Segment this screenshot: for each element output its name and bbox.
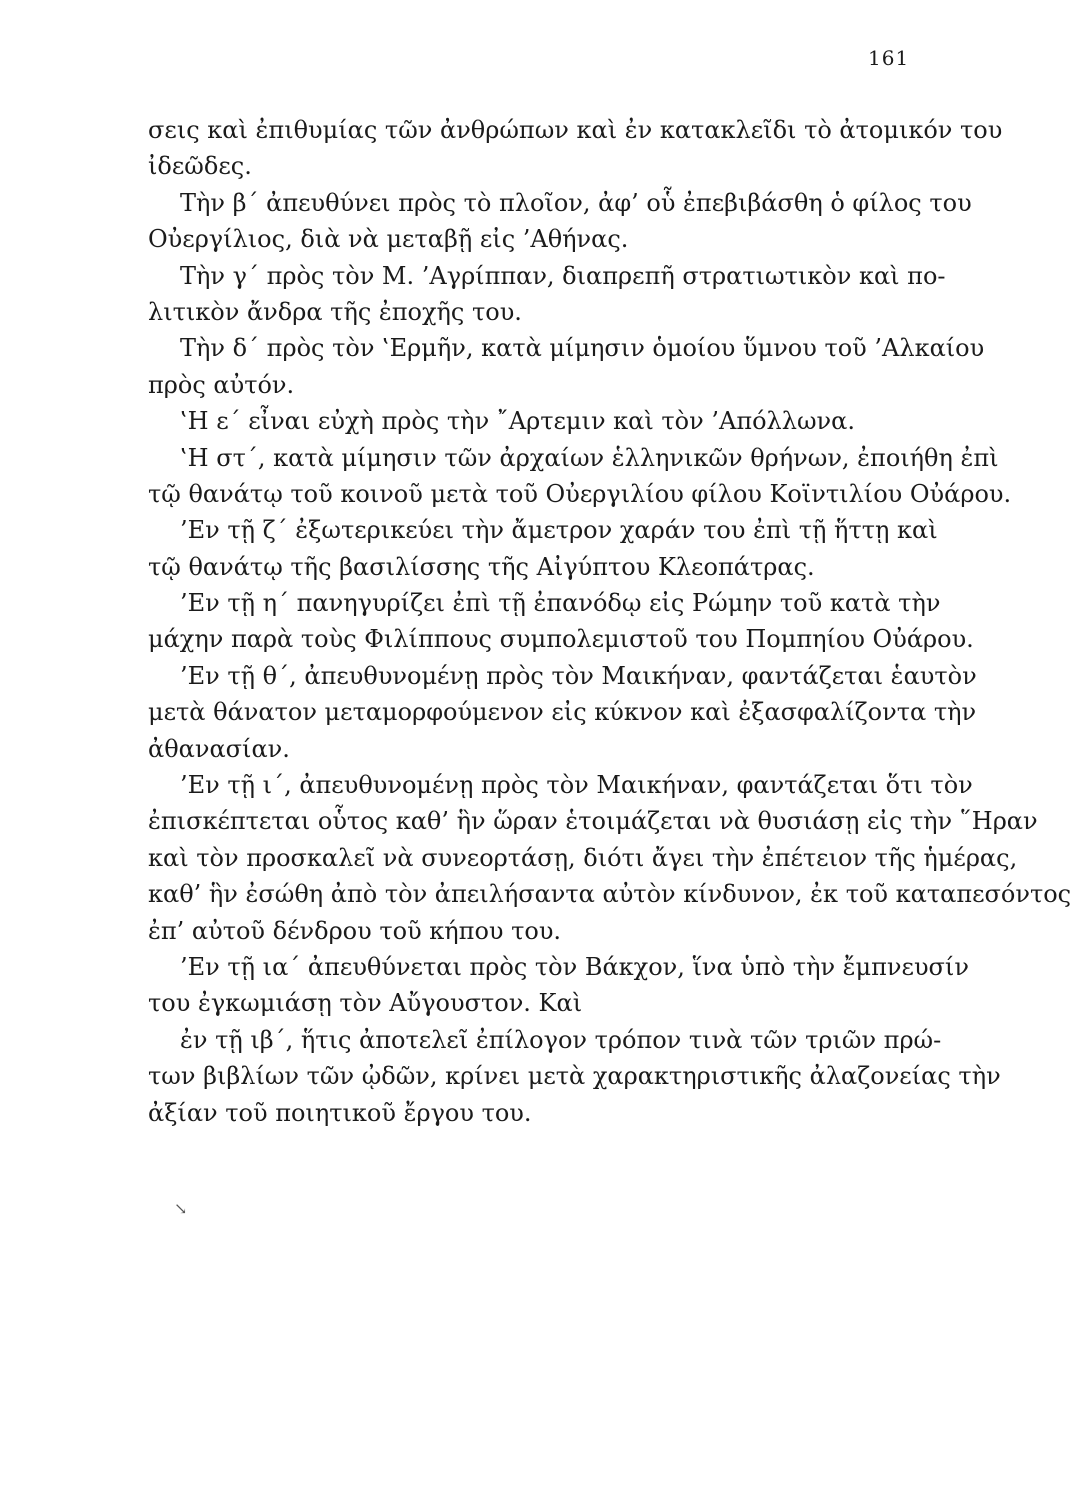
text-line-20: ἐπισκέπτεται οὗτος καθ’ ἣν ὥραν ἑτοιμάζεται νὰ θυσιάσῃ εἰς τὴν ῞Ηραν: [148, 807, 1038, 836]
text-line-25: του ἐγκωμιάσῃ τὸν Αὔγουστον. Καὶ: [148, 989, 583, 1018]
text-line-8: πρὸς αὐτόν.: [148, 370, 295, 399]
text-line-21: καὶ τὸν προσκαλεῖ νὰ συνεορτάσῃ, διότι ἄγει τὴν ἐπέτειον τῆς ἡμέρας,: [148, 843, 1018, 872]
text-line-23: ἐπ’ αὐτοῦ δένδρου τοῦ κήπου του.: [148, 916, 562, 945]
text-line-27: των βιβλίων τῶν ᾠδῶν, κρίνει μετὰ χαρακτηριστικῆς ἀλαζονείας τὴν: [148, 1062, 1001, 1091]
text-line-15: μάχην παρὰ τοὺς Φιλίππους συμπολεμιστοῦ του Πομπηίου Οὐάρου.: [148, 625, 974, 654]
text-line-1: σεις καὶ ἐπιθυμίας τῶν ἀνθρώπων καὶ ἐν κατακλεῖδι τὸ ἀτομικόν του: [148, 116, 1003, 144]
text-line-7: Τὴν δ΄ πρὸς τὸν ‛Ερμῆν, κατὰ μίμησιν ὁμοίου ὕμνου τοῦ ’Αλκαίου: [180, 334, 985, 363]
text-line-16: ’Εν τῇ θ΄, ἀπευθυνομένῃ πρὸς τὸν Μαικήναν, φαντάζεται ἑαυτὸν: [180, 661, 977, 690]
text-line-11: τῷ θανάτῳ τοῦ κοινοῦ μετὰ τοῦ Οὐεργιλίου φίλου Κοϊντιλίου Οὐάρου.: [148, 479, 1012, 508]
text-line-24: ’Εν τῇ ια΄ ἀπευθύνεται πρὸς τὸν Βάκχον, ἵνα ὑπὸ τὴν ἔμπνευσίν: [180, 952, 969, 981]
text-line-28: ἀξίαν τοῦ ποιητικοῦ ἔργου του.: [148, 1098, 532, 1127]
text-line-26: ἐν τῇ ιβ΄, ἥτις ἀποτελεῖ ἐπίλογον τρόπον τινὰ τῶν τριῶν πρώ-: [180, 1025, 942, 1054]
text-line-9: ‛Η ε΄ εἶναι εὐχὴ πρὸς τὴν ῎Αρτεμιν καὶ τὸν ’Απόλλωνα.: [180, 407, 855, 436]
text-line-6: λιτικὸν ἄνδρα τῆς ἐποχῆς του.: [148, 297, 522, 326]
text-line-12: ’Εν τῇ ζ΄ ἐξωτερικεύει τὴν ἄμετρον χαράν του ἐπὶ τῇ ἥττῃ καὶ: [180, 516, 938, 545]
stray-mark-icon: ↘: [174, 1199, 188, 1218]
page-number: 161: [868, 46, 910, 70]
body-text: [148, 112, 1071, 1131]
text-line-13: τῷ θανάτῳ τῆς βασιλίσσης τῆς Αἰγύπτου Κλεοπάτρας.: [148, 552, 815, 581]
text-line-14: ’Εν τῇ η΄ πανηγυρίζει ἐπὶ τῇ ἐπανόδῳ εἰς Ρώμην τοῦ κατὰ τὴν: [180, 589, 941, 618]
text-line-3: Τὴν β΄ ἀπευθύνει πρὸς τὸ πλοῖον, ἀφ’ οὗ ἐπεβιβάσθη ὁ φίλος του: [180, 188, 972, 217]
text-line-18: ἀθανασίαν.: [148, 734, 290, 763]
text-line-4: Οὐεργίλιος, διὰ νὰ μεταβῇ εἰς ’Αθήνας.: [148, 225, 629, 254]
text-line-10: ‛Η στ΄, κατὰ μίμησιν τῶν ἀρχαίων ἑλληνικῶν θρήνων, ἐποιήθη ἐπὶ: [180, 443, 999, 472]
text-line-5: Τὴν γ΄ πρὸς τὸν Μ. ’Αγρίππαν, διαπρεπῆ στρατιωτικὸν καὶ πο-: [180, 261, 946, 290]
text-line-17: μετὰ θάνατον μεταμορφούμενον εἰς κύκνον καὶ ἐξασφαλίζοντα τὴν: [148, 698, 977, 727]
text-line-19: ’Εν τῇ ι΄, ἀπευθυνομένῃ πρὸς τὸν Μαικήναν, φαντάζεται ὅτι τὸν: [180, 771, 973, 800]
text-line-22: καθ’ ἣν ἐσώθη ἀπὸ τὸν ἀπειλήσαντα αὐτὸν κίνδυνον, ἐκ τοῦ καταπεσόντος: [148, 880, 1071, 909]
text-line-2: ἰδεῶδες.: [148, 152, 252, 181]
